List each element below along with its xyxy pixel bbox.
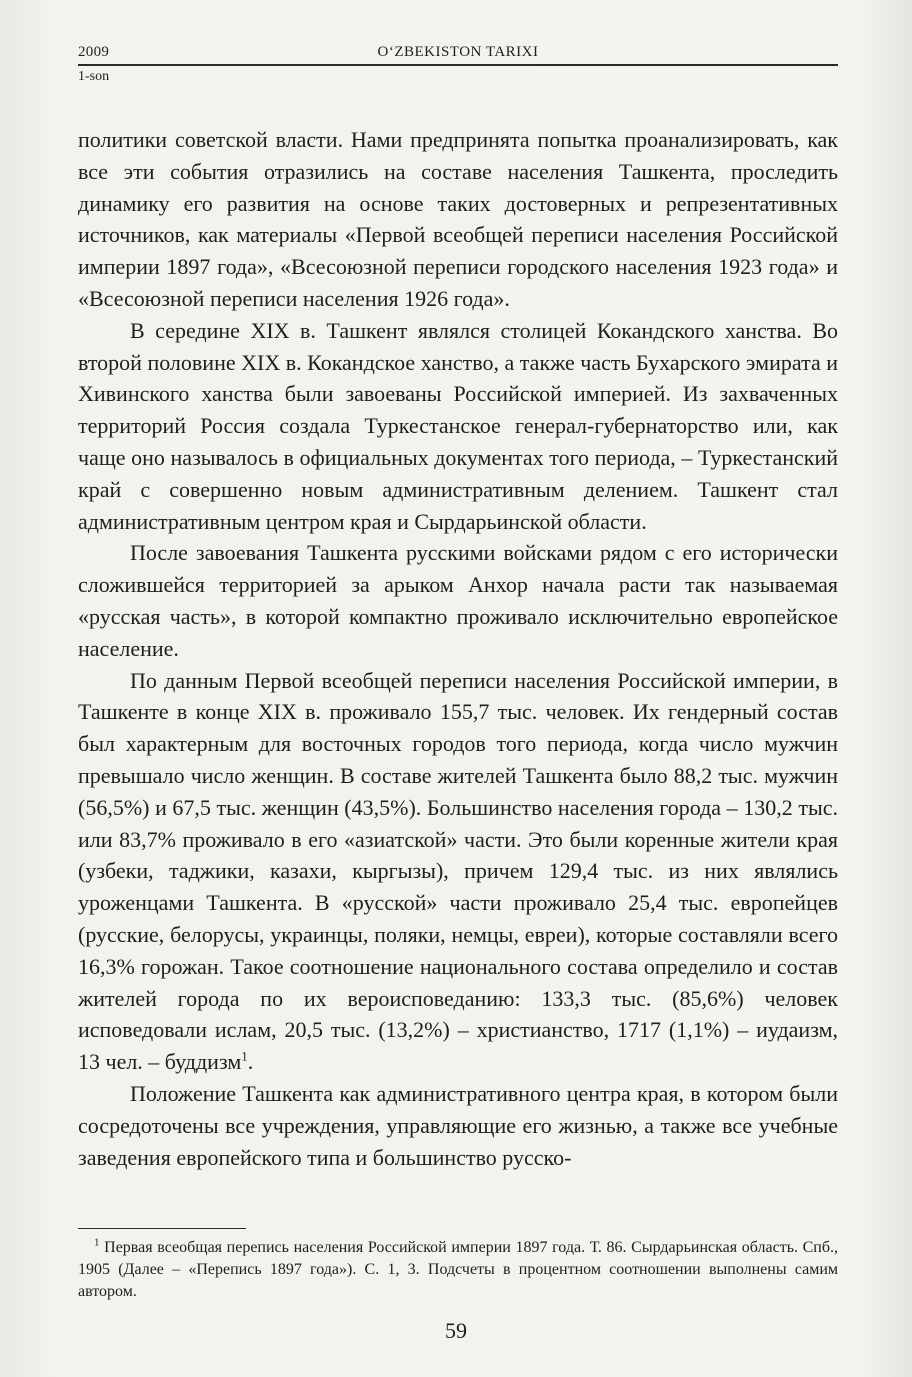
header-rule	[78, 64, 838, 66]
page-number: 59	[445, 1318, 467, 1343]
paragraph-3: После завоевания Ташкента русскими войсками рядом с его исторически сложившейся территорией за арыком Анхор начала расти так называемая «русская часть», в которой компактно проживало исключительно европейское население.	[78, 540, 838, 661]
footnote-reference: 1	[241, 1048, 248, 1064]
footnote-rule	[78, 1228, 246, 1229]
footnote-text: Первая всеобщая перепись населения Российской империи 1897 года. Т. 86. Сырдарьинская область. Спб., 1905 (Далее – «Перепись 1897 года»). С. 1, 3. Подсчеты в процентном соотношении выполнены самим автором.	[78, 1239, 838, 1300]
article-body	[78, 124, 838, 1173]
footnote	[78, 1237, 838, 1303]
header-issue: 1-son	[78, 69, 110, 84]
paragraph-5: Положение Ташкента как административного центра края, в котором были сосредоточены все учреждения, управляющие его жизнью, а также все учебные заведения европейского типа и большинство русско-	[78, 1080, 838, 1170]
paragraph-4	[78, 665, 838, 1078]
paragraph-4-text: По данным Первой всеобщей переписи населения Российской империи, в Ташкенте в конце XIX в. проживало 155,7 тыс. человек. Их гендерный состав был характерным для восточных городов того периода, когда число мужчин превышало число женщин. В составе жителей Ташкента было 88,2 тыс. мужчин (56,5%) и 67,5 тыс. женщин (43,5%). Большинство населения города – 130,2 тыс. или 83,7% проживало в его «азиатской» части. Это были коренные жители края (узбеки, таджики, казахи, кыргызы), причем 129,4 тыс. из них являлись уроженцами Ташкента. В «русской» части проживало 25,4 тыс. европейцев (русские, белорусы, украинцы, поляки, немцы, евреи), которые составляли всего 16,3% горожан. Такое соотношение национального состава определило и состав жителей города по их вероисповеданию: 133,3 тыс. (85,6%) человек исповедовали ислам, 20,5 тыс. (13,2%) – христианство, 1717 (1,1%) – иудаизм, 13 чел. – буддизм	[78, 667, 838, 1075]
paragraph-4-end: .	[247, 1049, 254, 1075]
running-header	[78, 42, 838, 82]
header-year: 2009	[78, 44, 110, 60]
paragraph-2: В середине XIX в. Ташкент являлся столицей Кокандского ханства. Во второй половине XIX в. Кокандское ханство, а также часть Бухарского эмирата и Хивинского ханства были завоеваны Российской империей. Из захваченных территорий Россия создала Туркестанское генерал-губернаторство или, как чаще оно называлось в официальных документах того периода, – Туркестанский край с совершенно новым административным делением. Ташкент стал административным центром края и Сырдарьинской области.	[78, 317, 838, 534]
footnote-marker: 1	[94, 1236, 100, 1249]
header-journal-title: O‘ZBEKISTON TARIXI	[377, 44, 539, 60]
paragraph-1: политики советской власти. Нами предпринята попытка проанализировать, как все эти события отразились на составе населения Ташкента, проследить динамику его развития на основе таких достоверных и репрезентативных источников, как материалы «Первой всеобщей переписи населения Российской империи 1897 года», «Всесоюзной переписи городского населения 1923 года» и «Всесоюзной переписи населения 1926 года».	[78, 127, 838, 311]
